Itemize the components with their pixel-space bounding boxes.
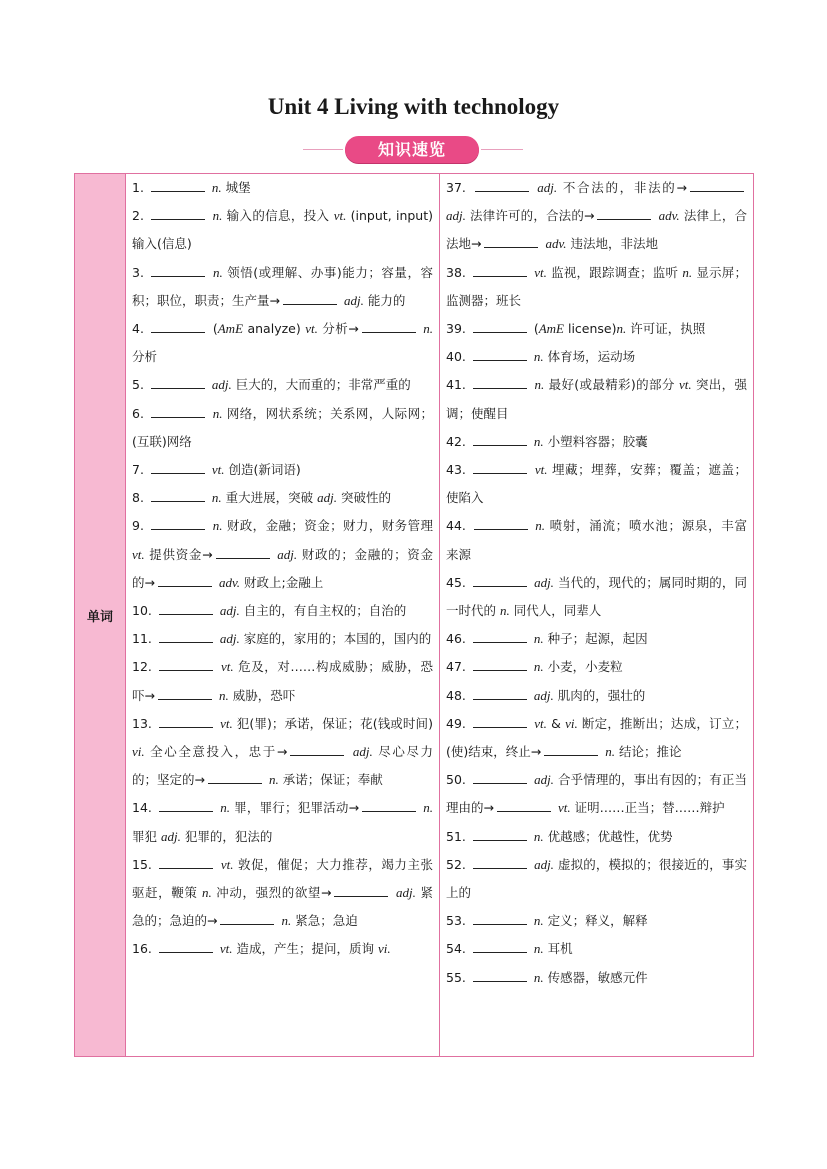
- answer-blank[interactable]: [151, 459, 205, 474]
- vocab-entry: 42. n. 小塑料容器；胶囊: [446, 428, 747, 456]
- part-of-speech: vt.: [211, 462, 225, 478]
- part-of-speech: adj.: [211, 377, 232, 393]
- answer-blank[interactable]: [473, 713, 527, 728]
- answer-blank[interactable]: [497, 797, 551, 812]
- part-of-speech: adj.: [534, 856, 554, 872]
- part-of-speech: n.: [533, 631, 544, 647]
- vocab-entry: 45. adj. 当代的，现代的；属同时期的，同一时代的 n. 同代人，同辈人: [446, 569, 747, 625]
- part-of-speech: adj.: [396, 885, 416, 901]
- answer-blank[interactable]: [151, 374, 205, 389]
- vocab-entry: 40. n. 体育场，运动场: [446, 343, 747, 371]
- section-badge-bar: [0, 136, 827, 164]
- part-of-speech: n.: [533, 659, 544, 675]
- answer-blank[interactable]: [473, 628, 527, 643]
- vocab-entry: 3. n. 领悟(或理解、办事)能力；容量，容积；职位，职责；生产量→ adj. 能力的: [132, 259, 433, 315]
- vocab-entry: 54. n. 耳机: [446, 935, 747, 963]
- vocab-entry: 37. adj. 不合法的，非法的→ adj. 法律许可的，合法的→ adv. 法律上，合法地→ adv. 违法地，非法地: [446, 174, 747, 259]
- part-of-speech: vt.: [220, 659, 234, 675]
- answer-blank[interactable]: [158, 685, 212, 700]
- vocab-entry: 44. n. 喷射，涌流；喷水池；源泉，丰富来源: [446, 512, 747, 568]
- answer-blank[interactable]: [151, 487, 205, 502]
- part-of-speech: vt.: [219, 941, 233, 957]
- vocab-entry: 38. vt. 监视，跟踪调查；监听 n. 显示屏；监测器；班长: [446, 259, 747, 315]
- vocab-entry: 12. vt. 危及，对……构成威胁；威胁，恐吓→ n. 威胁，恐吓: [132, 653, 433, 709]
- answer-blank[interactable]: [159, 713, 213, 728]
- vocab-entry: 48. adj. 肌肉的，强壮的: [446, 682, 747, 710]
- part-of-speech: n.: [202, 885, 212, 901]
- part-of-speech: adj.: [534, 574, 554, 590]
- part-of-speech: n.: [281, 913, 292, 929]
- vocab-entry: 13. vt. 犯(罪)；承诺，保证；花(钱或时间) vi. 全心全意投入，忠于→ adj. 尽心尽力的；坚定的→ n. 承诺；保证；奉献: [132, 710, 433, 795]
- answer-blank[interactable]: [220, 910, 274, 925]
- answer-blank[interactable]: [159, 938, 213, 953]
- vocab-entry: 50. adj. 合乎情理的，事出有因的；有正当理由的→ vt. 证明……正当；替……辩护: [446, 766, 747, 822]
- answer-blank[interactable]: [473, 374, 527, 389]
- answer-blank[interactable]: [151, 515, 205, 530]
- vocab-entry: 46. n. 种子；起源，起因: [446, 625, 747, 653]
- answer-blank[interactable]: [473, 826, 527, 841]
- vocab-entry: 14. n. 罪，罪行；犯罪活动→ n. 罪犯 adj. 犯罪的，犯法的: [132, 794, 433, 850]
- part-of-speech: vt.: [534, 264, 547, 280]
- part-of-speech: adj.: [219, 631, 240, 647]
- answer-blank[interactable]: [334, 882, 388, 897]
- answer-blank[interactable]: [151, 205, 205, 220]
- part-of-speech: vi.: [132, 744, 145, 760]
- vocab-entry: 9. n. 财政，金融；资金；财力，财务管理 vt. 提供资金→ adj. 财政的；金融的；资金的→ adv. 财政上;金融上: [132, 512, 433, 597]
- answer-blank[interactable]: [159, 656, 213, 671]
- answer-blank[interactable]: [473, 854, 527, 869]
- part-of-speech: n.: [616, 321, 627, 337]
- answer-blank[interactable]: [158, 572, 212, 587]
- part-of-speech: n.: [212, 405, 223, 421]
- answer-blank[interactable]: [159, 797, 213, 812]
- answer-blank[interactable]: [473, 346, 527, 361]
- part-of-speech: adj.: [277, 546, 298, 562]
- vocab-entry: 52. adj. 虚拟的，模拟的；很接近的，事实上的: [446, 851, 747, 907]
- part-of-speech: adv.: [658, 208, 680, 224]
- vocab-entry: 6. n. 网络，网状系统；关系网，人际网；(互联)网络: [132, 400, 433, 456]
- part-of-speech: AmE: [217, 321, 244, 337]
- answer-blank[interactable]: [159, 628, 213, 643]
- answer-blank[interactable]: [484, 233, 538, 248]
- answer-blank[interactable]: [473, 318, 527, 333]
- answer-blank[interactable]: [473, 459, 527, 474]
- part-of-speech: n.: [682, 264, 693, 280]
- vocab-entry: 51. n. 优越感；优越性，优势: [446, 823, 747, 851]
- vocab-entry: 41. n. 最好(或最精彩)的部分 vt. 突出，强调；使醒目: [446, 371, 747, 427]
- answer-blank[interactable]: [362, 318, 416, 333]
- part-of-speech: n.: [212, 518, 223, 534]
- part-of-speech: n.: [212, 264, 223, 280]
- vocab-entry: 11. adj. 家庭的，家用的；本国的，国内的: [132, 625, 433, 653]
- answer-blank[interactable]: [151, 318, 205, 333]
- vocab-entry: 2. n. 输入的信息，投入 vt. (input, input) 输入(信息): [132, 202, 433, 258]
- part-of-speech: vt.: [534, 715, 547, 731]
- badge-line-right: [481, 149, 523, 150]
- answer-blank[interactable]: [544, 741, 598, 756]
- part-of-speech: vt.: [678, 377, 692, 393]
- part-of-speech: n.: [423, 800, 433, 816]
- part-of-speech: vi.: [565, 715, 578, 731]
- part-of-speech: adj.: [533, 687, 554, 703]
- category-cell: 单词: [75, 174, 126, 1057]
- answer-blank[interactable]: [473, 967, 527, 982]
- part-of-speech: adj.: [160, 828, 181, 844]
- part-of-speech: n.: [605, 744, 615, 760]
- part-of-speech: vt.: [220, 715, 233, 731]
- answer-blank[interactable]: [151, 177, 205, 192]
- answer-blank[interactable]: [151, 262, 205, 277]
- vocab-table: [74, 173, 754, 1057]
- vocab-entry: 1. n. 城堡: [132, 174, 433, 202]
- answer-blank[interactable]: [151, 403, 205, 418]
- part-of-speech: n.: [218, 687, 229, 703]
- part-of-speech: n.: [268, 772, 279, 788]
- answer-blank[interactable]: [473, 656, 527, 671]
- part-of-speech: n.: [533, 969, 544, 985]
- part-of-speech: vt.: [132, 546, 145, 562]
- part-of-speech: n.: [533, 828, 544, 844]
- part-of-speech: adj.: [343, 292, 364, 308]
- answer-blank[interactable]: [473, 572, 527, 587]
- answer-blank[interactable]: [208, 769, 262, 784]
- answer-blank[interactable]: [473, 938, 527, 953]
- answer-blank[interactable]: [473, 685, 527, 700]
- vocab-entry: 49. vt. & vi. 断定，推断出；达成，订立；(使)结束，终止→ n. 结论；推论: [446, 710, 747, 766]
- part-of-speech: n.: [533, 913, 544, 929]
- vocab-entry: 39. (AmE license)n. 许可证，执照: [446, 315, 747, 343]
- part-of-speech: n.: [211, 490, 222, 506]
- vocab-entry: 15. vt. 敦促，催促；大力推荐，竭力主张 驱赶，鞭策 n. 冲动，强烈的欲望→ adj. 紧急的；急迫的→ n. 紧急；急迫: [132, 851, 433, 936]
- part-of-speech: adv.: [218, 574, 241, 590]
- part-of-speech: adj.: [534, 772, 554, 788]
- part-of-speech: n.: [533, 433, 544, 449]
- part-of-speech: n.: [212, 208, 223, 224]
- part-of-speech: n.: [533, 941, 544, 957]
- part-of-speech: vt.: [220, 856, 234, 872]
- answer-blank[interactable]: [474, 515, 528, 530]
- vocab-entry: 47. n. 小麦，小麦粒: [446, 653, 747, 681]
- part-of-speech: adj.: [446, 208, 466, 224]
- answer-blank[interactable]: [283, 290, 337, 305]
- part-of-speech: adj.: [219, 603, 240, 619]
- vocab-entry: 5. adj. 巨大的，大而重的；非常严重的: [132, 371, 433, 399]
- part-of-speech: n.: [535, 518, 545, 534]
- vocab-column-right: [440, 174, 754, 1057]
- part-of-speech: n.: [211, 180, 222, 195]
- vocab-entry: 8. n. 重大进展，突破 adj. 突破性的: [132, 484, 433, 512]
- part-of-speech: vt.: [305, 321, 318, 337]
- part-of-speech: n.: [533, 349, 544, 365]
- answer-blank[interactable]: [159, 854, 213, 869]
- part-of-speech: adv.: [545, 236, 567, 252]
- vocab-entry: 4. (AmE analyze) vt. 分析→ n. 分析: [132, 315, 433, 371]
- answer-blank[interactable]: [690, 177, 744, 192]
- part-of-speech: adj.: [537, 180, 558, 195]
- answer-blank[interactable]: [597, 205, 651, 220]
- answer-blank[interactable]: [473, 431, 527, 446]
- answer-blank[interactable]: [216, 544, 270, 559]
- vocab-entry: 16. vt. 造成，产生；提问，质询 vi.: [132, 935, 433, 963]
- vocab-entry: 55. n. 传感器，敏感元件: [446, 964, 747, 992]
- vocab-entry: 43. vt. 埋藏；埋葬，安葬；覆盖；遮盖；使陷入: [446, 456, 747, 512]
- vocab-column-left: [126, 174, 440, 1057]
- answer-blank[interactable]: [473, 910, 527, 925]
- part-of-speech: n.: [534, 377, 545, 393]
- badge-line-left: [303, 149, 343, 150]
- part-of-speech: adj.: [317, 490, 337, 506]
- answer-blank[interactable]: [473, 769, 527, 784]
- part-of-speech: adj.: [352, 744, 373, 760]
- answer-blank[interactable]: [473, 262, 527, 277]
- section-badge: 知识速览: [345, 136, 479, 163]
- answer-blank[interactable]: [159, 600, 213, 615]
- answer-blank[interactable]: [362, 797, 416, 812]
- page-title: Unit 4 Living with technology: [267, 94, 560, 119]
- part-of-speech: vt.: [534, 462, 548, 478]
- vocab-entry: 53. n. 定义；释义，解释: [446, 907, 747, 935]
- part-of-speech: vt.: [557, 800, 571, 816]
- part-of-speech: AmE: [538, 321, 564, 337]
- part-of-speech: n.: [423, 321, 433, 337]
- vocab-entry: 10. adj. 自主的，有自主权的；自治的: [132, 597, 433, 625]
- answer-blank[interactable]: [475, 177, 529, 192]
- part-of-speech: n.: [499, 603, 510, 619]
- part-of-speech: vt.: [333, 208, 347, 224]
- answer-blank[interactable]: [290, 741, 344, 756]
- part-of-speech: vi.: [377, 941, 391, 957]
- part-of-speech: n.: [220, 800, 230, 816]
- vocab-entry: 7. vt. 创造(新词语): [132, 456, 433, 484]
